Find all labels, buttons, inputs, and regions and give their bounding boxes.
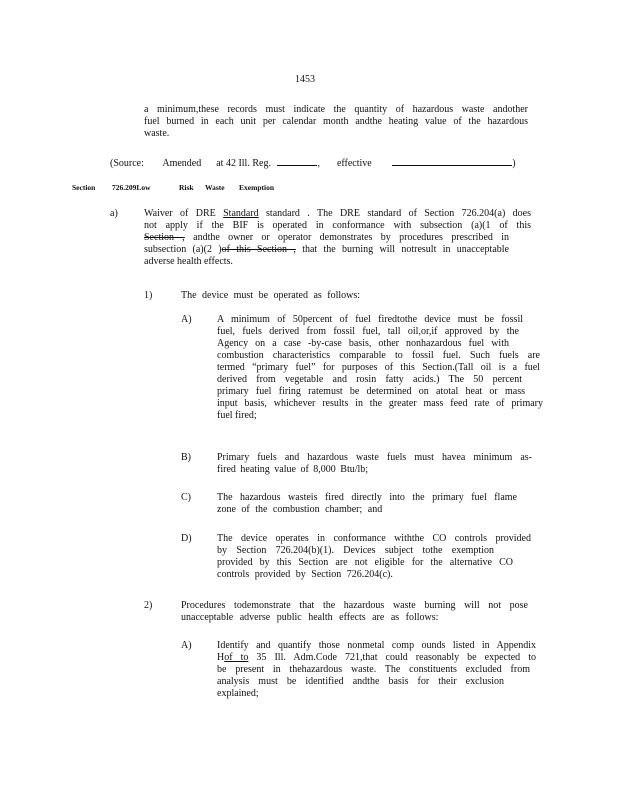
item-1A-line: input basis, whichever results in the greater mass feed rate of primary [217, 398, 543, 409]
page-number: 1453 [295, 74, 315, 85]
item-1-text: The device must be operated as follows: [181, 290, 361, 301]
item-1A-last-line: fuel fired; [217, 410, 257, 421]
item-1D-line: The device operates in conformance withthe CO controls provided [217, 533, 531, 544]
item-2A-line: be present in thehazardous waste. The constituents excluded from [217, 664, 530, 675]
item-1A-line: combustion characteristics comparable to fossil fuel. Such fuels are [217, 350, 540, 361]
item-1C-last-line: zone of the combustion chamber; and [217, 504, 383, 515]
subsection-a-line-4 [144, 244, 509, 256]
section-number: 726.209Low [112, 183, 151, 192]
a-line-4-end: that the burning will notresult in unacceptable [295, 244, 509, 255]
subsection-a-marker: a) [110, 208, 118, 219]
source-effective: effective [336, 158, 372, 169]
a-inserted-standard: Standard [223, 208, 259, 219]
section-title-waste: Waste [205, 183, 225, 192]
section-title-risk: Risk [179, 183, 194, 192]
item-1C-marker: C) [181, 492, 191, 503]
item-2A-inserted-text: of to [224, 652, 249, 663]
source-note [110, 156, 516, 170]
subsection-a-line-3 [144, 232, 509, 244]
item-2A-last-line: explained; [217, 688, 259, 699]
item-2A-marker: A) [181, 640, 192, 651]
subsection-a-line-5: adverse health effects. [144, 256, 233, 267]
item-1C-line: The hazardous wasteis fired directly into the primary fuel flame [217, 492, 517, 503]
a-line-1-end: standard . The DRE standard of Section 726.204(a) does [258, 208, 531, 219]
source-register: at 42 Ill. Reg. [216, 158, 271, 169]
item-2A-line: analysis must be identified andthe basis for their exclusion [217, 676, 504, 687]
item-1-marker: 1) [144, 290, 153, 301]
item-1A-marker: A) [181, 314, 192, 325]
item-2-marker: 2) [144, 600, 153, 611]
item-2A-appendix-letter: H [217, 652, 225, 663]
section-title-exemption: Exemption [239, 183, 275, 192]
item-1A-line: termed “primary fuel” for purposes of this Section.(Tall oil is a fuel [217, 362, 540, 373]
source-comma: , [317, 158, 320, 169]
item-1B-marker: B) [181, 452, 191, 463]
item-2A-line-2-rest: 35 Ill. Adm.Code 721,that could reasonably be expected to [248, 652, 536, 663]
intro-line-3: waste. [144, 128, 170, 139]
item-1B-last-line: fired heating value of 8,000 Btu/lb; [217, 464, 369, 475]
source-amended: Amended [162, 158, 202, 169]
intro-line-1: a minimum,these records must indicate the quantity of hazardous waste andother [144, 104, 528, 115]
source-close: ) [512, 158, 516, 169]
item-2-last-line: unacceptable adverse public health effects are as follows: [181, 612, 439, 623]
item-1D-last-line: controls provided by Section 726.204(c). [217, 569, 393, 580]
item-2A-line-2 [217, 652, 536, 664]
section-label: Section [72, 183, 96, 192]
item-1A-line: A minimum of 50percent of fuel firedtothe device must be fossil [217, 314, 523, 325]
item-1A-line: Agency on a case -by-case basis, other nonhazardous fuel with [217, 338, 509, 349]
item-1D-line: by Section 726.204(b)(1). Devices subject tothe exemption [217, 545, 494, 556]
item-1B-line: Primary fuels and hazardous waste fuels must havea minimum as- [217, 452, 532, 463]
item-2A-line-1: Identify and quantify those nonmetal comp ounds listed in Appendix [217, 640, 536, 651]
item-1A-line: primary fuel firing ratemust be determined on atotal heat or mass [217, 386, 525, 397]
a-line-4-start: subsection (a)(2 ) [144, 244, 222, 255]
a-deleted-section: Section , [144, 232, 185, 243]
effective-date-blank [392, 156, 512, 166]
subsection-a-line-1 [144, 208, 531, 220]
a-deleted-this-section: of this Section , [221, 244, 296, 255]
source-open: (Source: [110, 158, 144, 169]
item-1D-marker: D) [181, 533, 192, 544]
intro-line-2: fuel burned in each unit per calendar month andthe heating value of the hazardous [144, 116, 528, 127]
item-1D-line: provided by this Section are not eligible for the alternative CO [217, 557, 513, 568]
register-page-blank [277, 156, 317, 166]
item-1A-line: fuel, fuels derived from fossil fuel, tall oil,or,if approved by the [217, 326, 519, 337]
item-1A-line: derived from vegetable and rosin fatty acids.) The 50 percent [217, 374, 522, 385]
a-line-3-rest: andthe owner or operator demonstrates by procedures prescribed in [184, 232, 509, 243]
a-line-1-start: Waiver of DRE [144, 208, 224, 219]
item-2-line-1: Procedures todemonstrate that the hazardous waste burning will not pose [181, 600, 528, 611]
subsection-a-line-2: not apply if the BIF is operated in conformance with subsection (a)(1 of this [144, 220, 531, 231]
